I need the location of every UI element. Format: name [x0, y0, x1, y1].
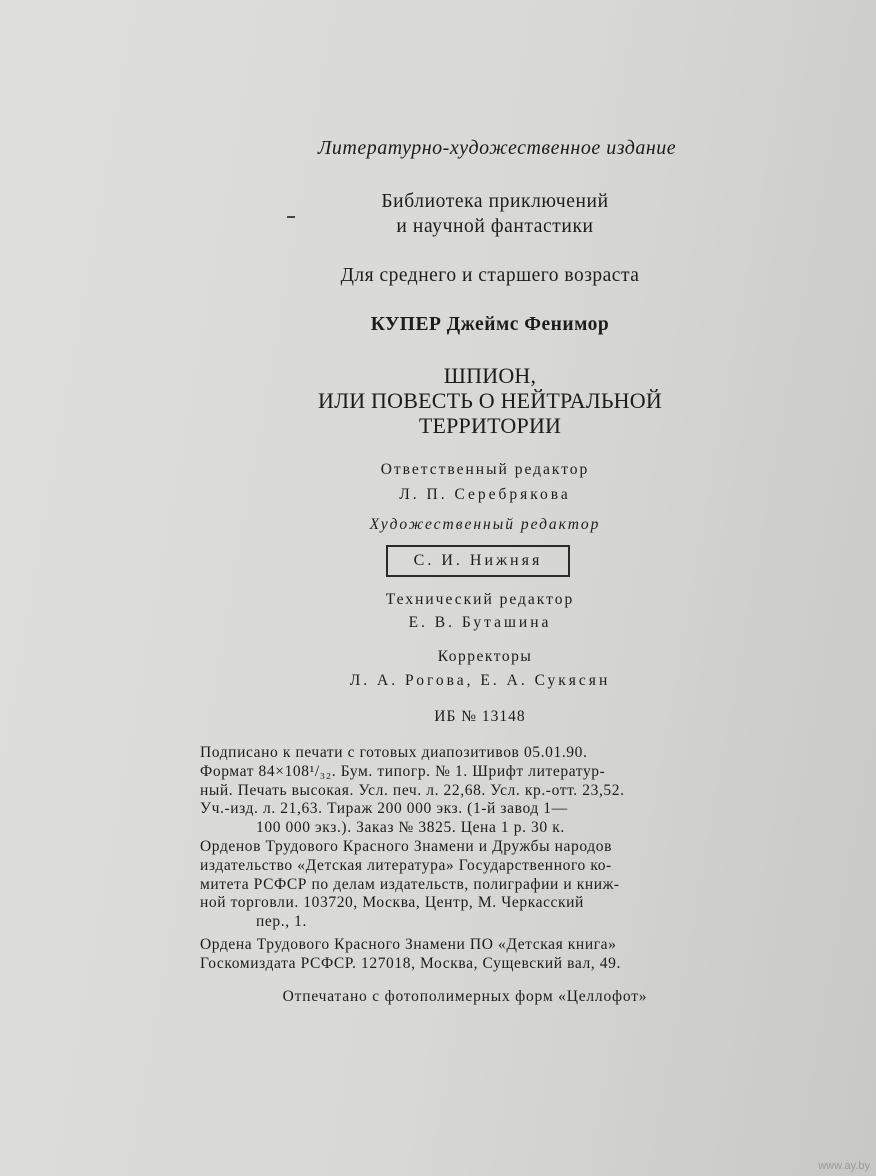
imprint-line: ный. Печать высокая. Усл. печ. л. 22,68. Усл. кр.-отт. 23,52. [200, 781, 625, 799]
imprint-line: Формат 84×108¹/₃₂. Бум. типогр. № 1. Шрифт литератур- [200, 762, 606, 780]
printed-note: Отпечатано с фотополимерных форм «Целлофот» [282, 988, 648, 1005]
stray-dash-mark [287, 216, 295, 218]
tech-editor-label: Технический редактор [385, 591, 575, 608]
series-line-2: и научной фантастики [396, 216, 594, 237]
imprint-line: Ордена Трудового Красного Знамени ПО «Детская книга» [200, 935, 617, 953]
imprint-block [200, 744, 744, 974]
imprint-line: митета РСФСР по делам издательств, полиграфии и книж- [200, 875, 620, 893]
imprint-line: Орденов Трудового Красного Знамени и Дружбы народов [200, 837, 613, 855]
tech-editor-name: Е. В. Буташина [408, 614, 552, 631]
book-title-line-2: ИЛИ ПОВЕСТЬ О НЕЙТРАЛЬНОЙ [318, 388, 662, 413]
proofreaders-label: Корректоры [437, 648, 533, 665]
imprint-line: ной торговли. 103720, Москва, Центр, М. Черкасский [200, 894, 584, 912]
proofreaders-names: Л. А. Рогова, Е. А. Сукясян [349, 672, 611, 689]
edition-type: Литературно-художественное издание [317, 137, 677, 159]
imprint-line: 100 000 экз.). Заказ № 3825. Цена 1 р. 30 к. [256, 819, 565, 837]
imprint-line: пер., 1. [256, 913, 307, 931]
author: КУПЕР Джеймс Фенимор [370, 314, 610, 335]
series-line-1: Библиотека приключений [381, 191, 609, 212]
audience: Для среднего и старшего возраста [340, 265, 640, 286]
responsible-editor-label: Ответственный редактор [380, 461, 590, 478]
site-watermark: www.ay.by [818, 1160, 870, 1172]
imprint-line: издательство «Детская литература» Государственного ко- [200, 856, 612, 874]
responsible-editor-name: Л. П. Серебрякова [399, 486, 571, 503]
imprint-line: Уч.-изд. л. 21,63. Тираж 200 000 экз. (1-й завод 1— [200, 800, 568, 818]
book-title-line-1: ШПИОН, [443, 363, 537, 388]
ib-number: ИБ № 13148 [434, 708, 526, 725]
art-editor-label: Художественный редактор [369, 516, 601, 533]
imprint-line: Подписано к печати с готовых диапозитивов 05.01.90. [200, 744, 588, 761]
imprint-line: Госкомиздата РСФСР. 127018, Москва, Сущевский вал, 49. [200, 954, 621, 972]
art-editor-name-box: С. И. Нижняя [386, 545, 570, 577]
book-title-line-3: ТЕРРИТОРИИ [418, 413, 562, 438]
